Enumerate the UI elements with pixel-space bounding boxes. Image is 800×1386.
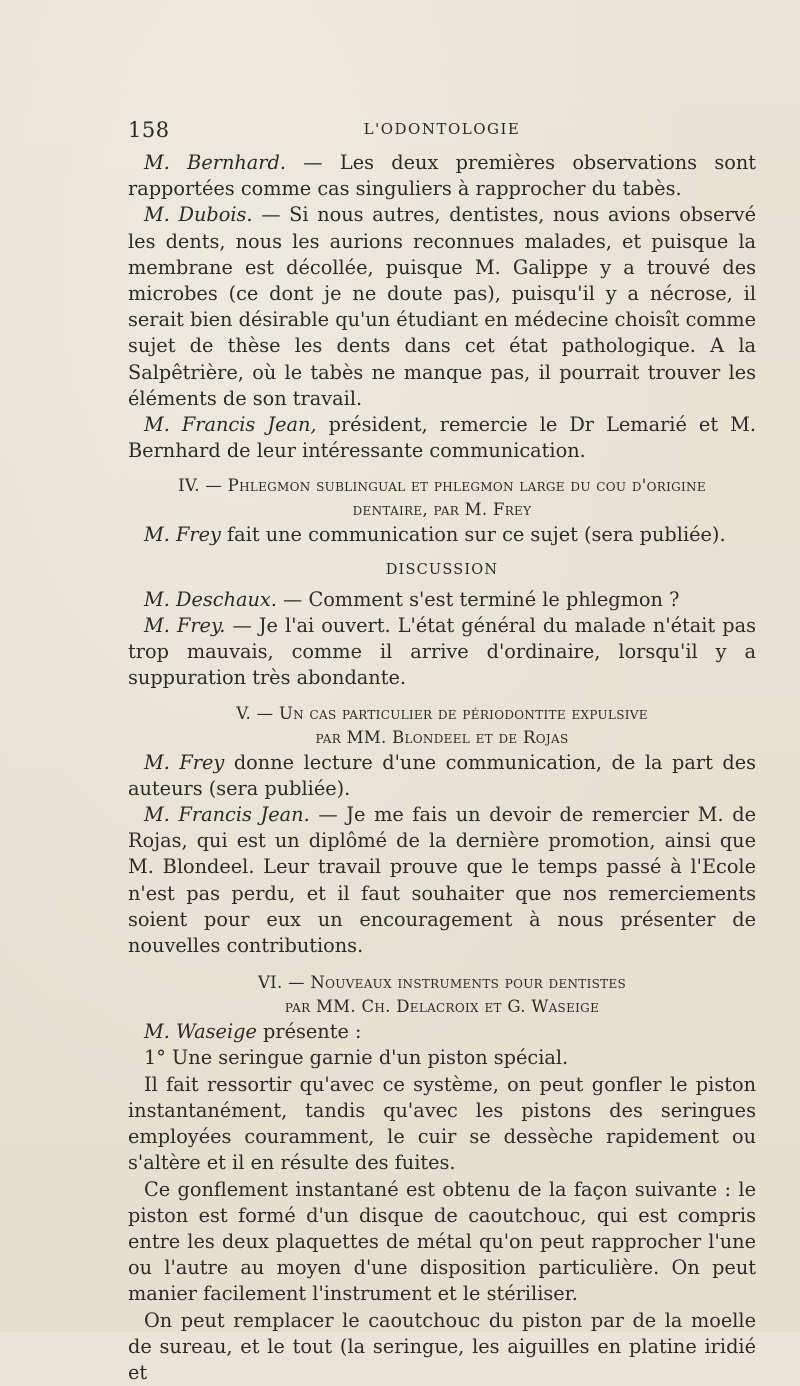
paragraph: [128, 202, 756, 412]
paragraph-text: président, remercie le Dr Lemarié et M. Bernhard de leur intéressante communication.: [128, 413, 757, 463]
speaker-name: M. Waseige: [144, 1020, 257, 1044]
heading-line: par MM. Blondeel et de Rojas: [315, 727, 569, 747]
paragraph: [128, 587, 756, 613]
speaker-name: M. Dubois.: [144, 203, 253, 227]
paragraph: 1° Une seringue garnie d'un piston spécial.: [144, 1046, 569, 1070]
section-heading-iv: [128, 474, 756, 522]
paragraph-text: — Les deux premières observations sont rapportées comme cas singuliers à rapprocher du tabès.: [128, 151, 756, 201]
speaker-name: M. Deschaux.: [144, 587, 277, 611]
paragraph: [128, 750, 756, 802]
heading-line: VI. — Nouveaux instruments pour dentistes: [257, 973, 627, 993]
body-text: [128, 150, 756, 1386]
speaker-name: M. Bernhard.: [144, 151, 286, 174]
speaker-name: M. Frey.: [144, 614, 226, 638]
paragraph: [128, 1019, 756, 1045]
paragraph: [128, 412, 756, 464]
paragraph-text: présente :: [256, 1020, 362, 1044]
page-number: 158: [128, 118, 170, 142]
speaker-name: M. Francis Jean,: [144, 413, 317, 437]
paragraph: [128, 613, 756, 692]
paragraph: [128, 150, 756, 202]
section-heading-v: [128, 702, 756, 750]
paragraph-text: — Comment s'est terminé le phlegmon ?: [276, 587, 680, 611]
paragraph: On peut remplacer le caoutchouc du piston par de la moelle de sureau, et le tout (la seringue, les aiguilles en platine iridié et: [128, 1308, 756, 1384]
paragraph: [128, 802, 756, 959]
speaker-name: M. Francis Jean.: [144, 803, 310, 827]
paragraph-text: donne lecture d'une communication, de la part des auteurs (sera publiée).: [128, 750, 757, 800]
heading-line: par MM. Ch. Delacroix et G. Waseige: [284, 997, 600, 1017]
speaker-name: M. Frey: [144, 750, 225, 774]
speaker-name: M. Frey: [144, 523, 221, 547]
paragraph: Ce gonflement instantané est obtenu de la façon suivante : le piston est formé d'un disque de caoutchouc, qui est compris entre les deux plaquettes de métal qu'on peut rapprocher l'une ou l'autre au moyen d'une disposition particulière. On peut manier facilement l'instrument et le stériliser.: [128, 1177, 756, 1306]
running-title: L'ODONTOLOGIE: [363, 120, 521, 138]
paragraph: Il fait ressortir qu'avec ce système, on peut gonfler le piston instantanément, tandis qu'avec les pistons des seringues employées couramment, le cuir se dessèche rapidement ou s'altère et il en résulte des fuites.: [128, 1072, 756, 1175]
heading-line: dentaire, par M. Frey: [352, 500, 532, 520]
heading-line: IV. — Phlegmon sublingual et phlegmon large du cou d'origine: [178, 476, 706, 496]
paragraph-text: — Je me fais un devoir de remercier M. de Rojas, qui est un diplômé de la dernière promotion, ainsi que M. Blondeel. Leur travail prouve que le temps passé à l'Ecole n'est pas perdu, et il faut souhaiter que nos remerciements soient pour eux un encouragement à nous présenter de nouvelles contributions.: [128, 803, 756, 958]
page-header: [128, 118, 756, 144]
heading-line: V. — Un cas particulier de périodontite expulsive: [236, 703, 648, 723]
paragraph-text: — Je l'ai ouvert. L'état général du malade n'était pas trop mauvais, comme il arrive d'ordinaire, lorsqu'il y a suppuration très abondante.: [128, 614, 756, 690]
paragraph: [128, 522, 756, 548]
paragraph-text: — Si nous autres, dentistes, nous avions observé les dents, nous les aurions reconnues malades, et puisque la membrane est décollée, puisque M. Galippe y a trouvé des microbes (ce dont je ne doute pas), puisqu'il y a nécrose, il serait bien désirable qu'un étudiant en médecine choisît comme sujet de thèse les dents dans cet état pathologique. A la Salpêtrière, où le tabès ne manque pas, il pourrait trouver les éléments de son travail.: [128, 203, 756, 410]
paragraph-text: fait une communication sur ce sujet (sera publiée).: [220, 523, 726, 547]
section-heading-vi: [128, 971, 756, 1019]
discussion-label: DISCUSSION: [385, 561, 499, 578]
